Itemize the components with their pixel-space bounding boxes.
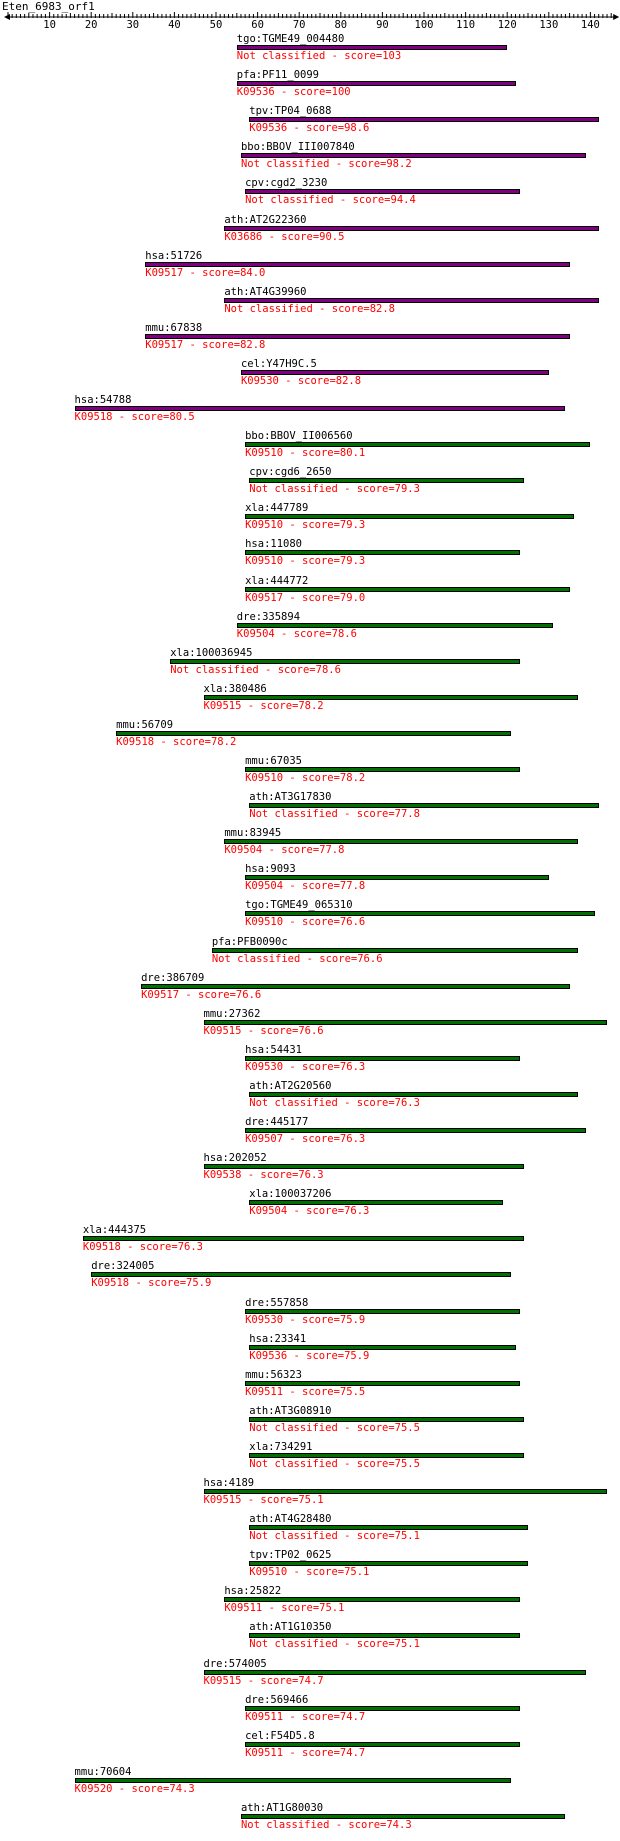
hit-score-label[interactable]: K09518 - score=75.9: [91, 1277, 212, 1290]
hit-score-label[interactable]: Not classified - score=103: [236, 50, 402, 62]
position-ruler: [0, 0, 620, 30]
hit-gene-label[interactable]: hsa:23341: [249, 1332, 307, 1345]
hit-score-label[interactable]: K09518 - score=80.5: [74, 411, 195, 423]
hit-gene-label[interactable]: mmu:27362: [203, 1007, 261, 1020]
hit-score-label[interactable]: K09530 - score=76.3: [245, 1060, 366, 1073]
axis-tick-label: 110: [456, 19, 476, 30]
hit-score-label[interactable]: K09511 - score=74.7: [245, 1710, 366, 1723]
axis-tick-label: 10: [43, 19, 56, 30]
axis-tick-label: 100: [414, 19, 434, 30]
hit-score-label[interactable]: Not classified - score=79.3: [249, 483, 420, 496]
hit-score-label[interactable]: K09538 - score=76.3: [203, 1169, 324, 1182]
hit-gene-label[interactable]: dre:445177: [245, 1116, 309, 1128]
hit-score-label[interactable]: K09518 - score=78.2: [116, 735, 237, 748]
hit-gene-label[interactable]: mmu:70604: [74, 1765, 132, 1778]
hit-score-label[interactable]: K09515 - score=76.6: [203, 1024, 324, 1037]
axis-arrow-left: [4, 14, 10, 20]
axis-tick-label: 20: [84, 19, 98, 30]
hit-gene-label[interactable]: hsa:25822: [224, 1585, 282, 1598]
hit-gene-label[interactable]: dre:574005: [203, 1657, 267, 1670]
hit-score-label[interactable]: K09510 - score=76.6: [245, 916, 366, 929]
hit-gene-label[interactable]: ath:AT1G10350: [249, 1621, 332, 1634]
hit-gene-label[interactable]: cel:F54D5.8: [245, 1729, 315, 1742]
hit-gene-label[interactable]: hsa:54431: [245, 1043, 303, 1056]
hit-score-label[interactable]: K09520 - score=74.3: [74, 1782, 195, 1795]
hit-score-label[interactable]: K09504 - score=77.8: [224, 844, 345, 857]
hit-score-label[interactable]: K09511 - score=75.5: [245, 1385, 366, 1398]
hit-score-label[interactable]: K09517 - score=84.0: [145, 266, 266, 279]
hit-gene-label[interactable]: bbo:BBOV_II006560: [245, 430, 353, 443]
hit-score-label[interactable]: Not classified - score=78.6: [170, 663, 341, 676]
hit-score-label[interactable]: Not classified - score=75.1: [249, 1638, 420, 1651]
hit-gene-label[interactable]: ath:AT3G08910: [249, 1404, 332, 1417]
hit-gene-label[interactable]: hsa:11080: [245, 538, 303, 551]
hit-gene-label[interactable]: ath:AT2G22360: [224, 213, 307, 226]
axis-tick-label: 30: [126, 19, 140, 30]
hit-score-label[interactable]: K09504 - score=78.6: [236, 627, 357, 640]
hit-gene-label[interactable]: hsa:9093: [245, 863, 296, 876]
hit-gene-label[interactable]: xla:380486: [203, 682, 267, 695]
axis-tick-label: 60: [251, 19, 264, 30]
hit-score-label[interactable]: Not classified - score=76.6: [211, 952, 383, 965]
hit-gene-label[interactable]: hsa:54788: [74, 394, 132, 406]
axis-tick-label: 90: [376, 19, 389, 30]
hit-gene-label[interactable]: pfa:PFB0090c: [211, 935, 288, 948]
hit-gene-label[interactable]: mmu:67838: [145, 321, 203, 334]
hit-score-label[interactable]: Not classified - score=94.4: [245, 194, 416, 207]
hit-score-label[interactable]: K09510 - score=79.3: [245, 519, 366, 532]
hit-gene-label[interactable]: dre:335894: [236, 610, 301, 623]
hit-gene-label[interactable]: xla:100036945: [170, 646, 253, 659]
hit-gene-label[interactable]: mmu:83945: [224, 827, 282, 840]
hit-score-label[interactable]: Not classified - score=75.5: [249, 1457, 420, 1470]
hit-gene-label[interactable]: xla:444375: [82, 1224, 147, 1237]
hit-score-label[interactable]: K09510 - score=79.3: [245, 555, 366, 568]
hit-score-label[interactable]: Not classified - score=75.1: [249, 1530, 420, 1543]
hit-gene-label[interactable]: hsa:202052: [203, 1152, 267, 1165]
hit-gene-label[interactable]: dre:557858: [245, 1296, 309, 1309]
hit-score-label[interactable]: K09536 - score=98.6: [249, 122, 370, 135]
hit-score-label[interactable]: Not classified - score=77.8: [249, 808, 420, 821]
sequence-title: Eten_6983_orf1: [2, 0, 95, 13]
axis-tick-label: 50: [209, 19, 223, 30]
hit-score-label[interactable]: K09518 - score=76.3: [82, 1241, 203, 1254]
hit-score-label[interactable]: K09517 - score=76.6: [141, 988, 262, 1001]
hit-gene-label[interactable]: mmu:67035: [245, 755, 303, 767]
hit-gene-label[interactable]: ath:AT4G39960: [224, 285, 307, 298]
hit-score-label[interactable]: K09530 - score=75.9: [245, 1313, 366, 1326]
axis-tick-label: 70: [292, 19, 306, 30]
hit-gene-label[interactable]: ath:AT3G17830: [249, 791, 332, 804]
hit-score-label[interactable]: K09510 - score=78.2: [245, 772, 366, 784]
axis-tick-label: 140: [580, 19, 600, 30]
hit-gene-label[interactable]: mmu:56323: [245, 1368, 303, 1381]
hit-gene-label[interactable]: cpv:cgd6_2650: [249, 466, 332, 479]
hit-score-label[interactable]: K09511 - score=75.1: [224, 1602, 345, 1615]
hit-score-label[interactable]: Not classified - score=82.8: [224, 302, 395, 315]
hit-score-label[interactable]: K09515 - score=75.1: [203, 1494, 324, 1506]
hit-gene-label[interactable]: xla:100037206: [249, 1188, 332, 1201]
hit-gene-label[interactable]: hsa:4189: [203, 1477, 255, 1489]
hit-gene-label[interactable]: dre:569466: [245, 1693, 309, 1706]
hit-gene-label[interactable]: ath:AT2G20560: [249, 1079, 332, 1092]
hit-gene-label[interactable]: pfa:PF11_0099: [236, 69, 319, 82]
hit-score-label[interactable]: K09536 - score=75.9: [249, 1349, 370, 1362]
hit-score-label[interactable]: K09504 - score=76.3: [249, 1205, 370, 1218]
hit-score-label[interactable]: Not classified - score=98.2: [240, 158, 412, 171]
hit-gene-label[interactable]: mmu:56709: [116, 718, 174, 731]
hit-gene-label[interactable]: xla:447789: [245, 502, 309, 515]
hit-score-label[interactable]: K09517 - score=82.8: [145, 338, 266, 351]
hit-score-label[interactable]: K09515 - score=74.7: [203, 1674, 324, 1687]
hit-gene-label[interactable]: ath:AT1G80030: [240, 1801, 324, 1814]
hit-score-label[interactable]: K09536 - score=100: [236, 86, 351, 99]
hit-gene-label[interactable]: cel:Y47H9C.5: [240, 357, 317, 370]
hit-score-label[interactable]: K09515 - score=78.2: [203, 699, 324, 712]
hit-score-label[interactable]: Not classified - score=75.5: [249, 1421, 420, 1434]
axis-tick-label: 80: [334, 19, 348, 30]
hit-gene-label[interactable]: tgo:TGME49_065310: [245, 899, 353, 912]
axis-arrow-right: [613, 14, 619, 20]
hit-gene-label[interactable]: cpv:cgd2_3230: [245, 177, 328, 190]
hit-score-label[interactable]: K09507 - score=76.3: [245, 1133, 366, 1145]
hit-gene-label[interactable]: xla:734291: [249, 1440, 313, 1453]
hit-gene-label[interactable]: dre:386709: [141, 971, 205, 984]
hit-gene-label[interactable]: hsa:51726: [145, 249, 203, 262]
hit-score-label[interactable]: Not classified - score=74.3: [240, 1818, 412, 1831]
hit-gene-label[interactable]: tgo:TGME49_004480: [236, 33, 345, 45]
hit-score-label[interactable]: K09511 - score=74.7: [245, 1746, 366, 1759]
hit-gene-label[interactable]: bbo:BBOV_III007840: [240, 141, 355, 154]
hit-score-label[interactable]: K09504 - score=77.8: [245, 880, 366, 893]
axis-tick-label: 40: [168, 19, 181, 30]
hit-gene-label[interactable]: tpv:TP02_0625: [249, 1549, 332, 1562]
hit-score-label[interactable]: K09510 - score=80.1: [245, 447, 366, 460]
hit-score-label[interactable]: Not classified - score=76.3: [249, 1096, 420, 1109]
hit-gene-label[interactable]: dre:324005: [91, 1260, 155, 1273]
hit-score-label[interactable]: K03686 - score=90.5: [224, 230, 345, 243]
axis-tick-label: 120: [497, 19, 517, 30]
hit-score-label[interactable]: K09517 - score=79.0: [245, 591, 366, 604]
hit-score-label[interactable]: K09510 - score=75.1: [249, 1566, 370, 1579]
axis-tick-label: 130: [539, 19, 559, 30]
hit-gene-label[interactable]: xla:444772: [245, 574, 309, 587]
hit-gene-label[interactable]: ath:AT4G28480: [249, 1513, 332, 1526]
hit-score-label[interactable]: K09530 - score=82.8: [240, 374, 362, 387]
hit-gene-label[interactable]: tpv:TP04_0688: [249, 105, 332, 118]
